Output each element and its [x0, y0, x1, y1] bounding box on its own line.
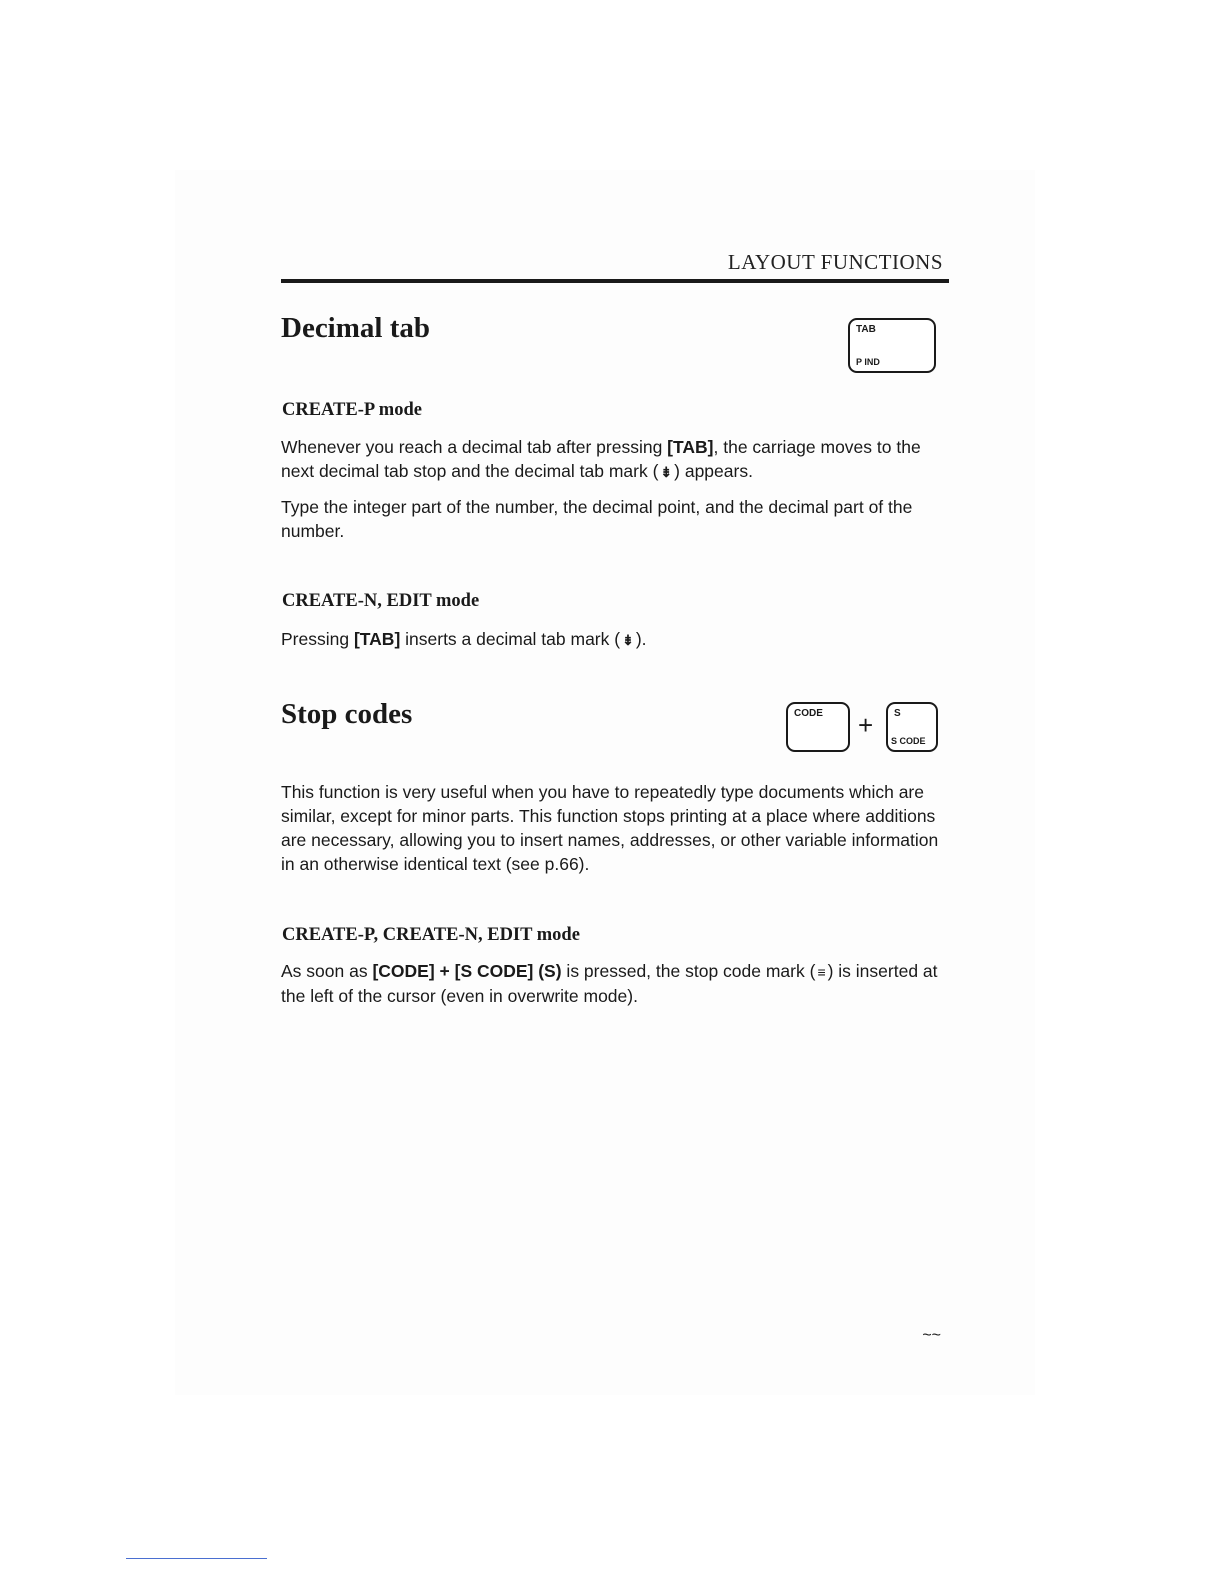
- tab-key-icon: [848, 318, 936, 373]
- create-p-heading: CREATE-P mode: [282, 400, 422, 420]
- s-key-top-label: S: [894, 708, 901, 719]
- code-key-icon: [786, 702, 850, 752]
- create-n-edit-paragraph: Pressing [TAB] inserts a decimal tab mark ( ⇟ ).: [281, 627, 951, 652]
- tab-key-top-label: TAB: [856, 324, 876, 335]
- stop-codes-mode-heading: CREATE-P, CREATE-N, EDIT mode: [282, 925, 580, 945]
- decimal-tab-title: Decimal tab: [281, 312, 430, 344]
- s-code-key-icon: [886, 702, 938, 752]
- footer-rule: [126, 1558, 267, 1559]
- s-key-bottom-label: S CODE: [891, 736, 926, 746]
- decimal-tab-mark-icon: ⇟: [622, 632, 634, 648]
- running-head: LAYOUT FUNCTIONS: [727, 250, 943, 274]
- header-rule: [281, 279, 949, 283]
- code-key-label: CODE: [794, 708, 823, 719]
- stop-codes-title: Stop codes: [281, 698, 413, 730]
- create-n-edit-heading: CREATE-N, EDIT mode: [282, 591, 480, 611]
- tab-key-bottom-label: P IND: [856, 357, 880, 367]
- stop-codes-intro: This function is very useful when you have to repeatedly type documents which are similar, except for minor parts. This function stops printing at a place where additions are necessary, allowing you to insert names, addresses, or other variable information in an otherwise identical text (see p.66).: [281, 782, 939, 874]
- tab-key-ref: [TAB]: [353, 629, 401, 649]
- stop-codes-mode-paragraph: As soon as [CODE] + [S CODE] (S) is pressed, the stop code mark ( ≡ ) is inserted at the left of the cursor (even in overwrite mode).: [281, 961, 938, 1006]
- create-p-paragraph-1: Whenever you reach a decimal tab after pressing [TAB], the carriage moves to the next decimal tab stop and the decimal tab mark ( ⇟ ) appears.: [281, 435, 951, 484]
- code-key-ref: [CODE] + [S CODE] (S): [372, 961, 562, 981]
- create-p-paragraph-2: Type the integer part of the number, the decimal point, and the decimal part of the number.: [281, 497, 913, 541]
- stop-code-mark-icon: ≡: [817, 964, 826, 980]
- page-number: ~~: [922, 1327, 941, 1344]
- tab-key-ref: [TAB]: [667, 437, 714, 457]
- plus-icon: +: [858, 710, 874, 740]
- decimal-tab-mark-icon: ⇟: [660, 464, 673, 480]
